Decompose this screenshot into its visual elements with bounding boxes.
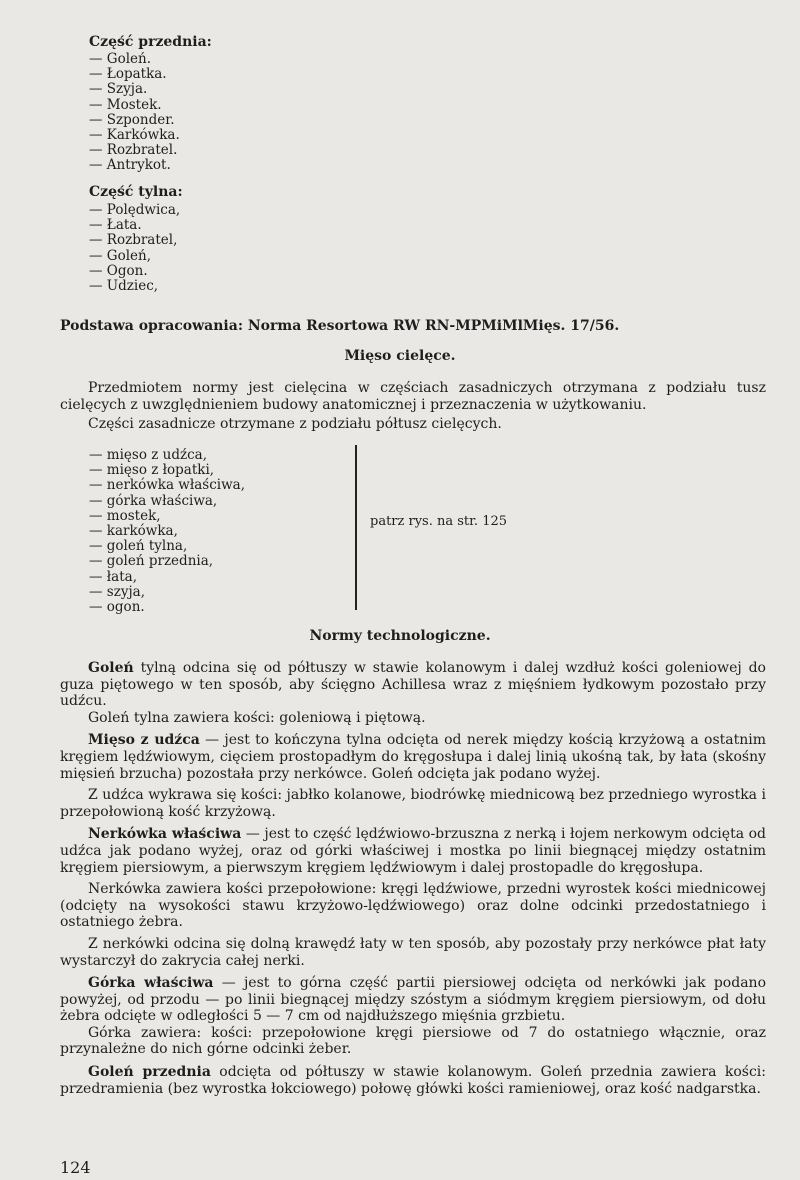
- norm-paragraph: [60, 787, 766, 820]
- list-item: — karkówka,: [89, 523, 178, 540]
- list-item: — Rozbratel.: [89, 142, 178, 159]
- list-item: — Szponder.: [89, 111, 175, 128]
- basis-line: Podstawa opracowania: Norma Resortowa RW RN-MPMiMlMięs. 17/56.: [60, 318, 620, 334]
- paragraph-text: Z nerkówki odcina się dolną krawędź łaty w ten sposób, aby pozostały przy nerkówce płat łaty wystarczył do zakrycia całej nerki.: [60, 935, 766, 969]
- back-list: [89, 203, 180, 294]
- see-figure-note: patrz rys. na str. 125: [370, 514, 508, 529]
- back-heading: Część tylna:: [89, 184, 183, 200]
- list-item: — ogon.: [89, 599, 145, 616]
- veal-parts-list: [89, 448, 245, 615]
- list-item: — Łopatka.: [89, 66, 167, 83]
- norm-paragraph: [60, 732, 766, 782]
- page-number: 124: [60, 1158, 91, 1177]
- norm-paragraph: [60, 1025, 766, 1058]
- paragraph-text: Górka zawiera: kości: przepołowione kręgi piersiowe od 7 do ostatniego włącznie, oraz przynależne do nich górne odcinki żeber.: [60, 1024, 766, 1058]
- list-item: — Goleń.: [89, 51, 151, 67]
- list-item: — nerkówka właściwa,: [89, 477, 245, 494]
- paragraph-lead: Górka właściwa: [88, 975, 214, 992]
- list-item: — Karkówka.: [89, 127, 180, 144]
- list-item: — mięso z udźca,: [89, 447, 207, 463]
- list-item: — Ogon.: [89, 262, 148, 279]
- intro-paragraph-1: Przedmiotem normy jest cielęcina w częściach zasadniczych otrzymana z podziału tusz cielęcych z uwzględnieniem budowy anatomicznej i przeznaczenia w użytkowaniu.: [60, 380, 766, 413]
- veal-title: Mięso cielęce.: [344, 348, 456, 364]
- list-item: — Łata.: [89, 217, 142, 234]
- norm-paragraph: [60, 975, 766, 1025]
- front-list: [89, 52, 180, 174]
- list-item: — Goleń,: [89, 247, 151, 264]
- list-item: — goleń tylna,: [89, 538, 188, 555]
- list-item: — goleń przednia,: [89, 553, 214, 570]
- list-item: — Polędwica,: [89, 202, 181, 218]
- list-item: — Rozbratel,: [89, 232, 178, 249]
- list-item: — Szyja.: [89, 81, 148, 98]
- list-item: — Antrykot.: [89, 157, 171, 174]
- paragraph-lead: Nerkówka właściwa: [88, 826, 242, 843]
- paragraph-text: tylną odcina się od półtuszy w stawie kolanowym i dalej wzdłuż kości goleniowej do guza piętowego w ten sposób, aby ścięgno Achillesa wraz z mięśniem łydkowym pozostało przy udźcu.: [60, 660, 766, 710]
- list-item: — szyja,: [89, 583, 145, 600]
- paragraph-text: Z udźca wykrawa się kości: jabłko kolanowe, biodrówkę miednicową bez przedniego wyrostka i przepołowioną kość krzyżową.: [60, 787, 766, 820]
- norm-paragraph: [60, 826, 766, 876]
- paragraph-lead: Goleń: [88, 660, 134, 676]
- paragraph-lead: Goleń przednia: [88, 1064, 211, 1081]
- list-item: — mięso z łopatki,: [89, 462, 215, 479]
- front-heading: Część przednia:: [89, 34, 212, 50]
- intro-paragraph-2: Części zasadnicze otrzymane z podziału półtusz cielęcych.: [88, 416, 502, 432]
- list-item: — górka właściwa,: [89, 492, 218, 509]
- norm-paragraph: [60, 936, 766, 969]
- norm-paragraph: [60, 660, 766, 710]
- paragraph-text: — jest to kończyna tylna odcięta od nerek między kością krzyżową a ostatnim kręgiem lędźwiowym, cięciem prostopadłym do kręgosłupa i dalej linią ukośną tak, by łata (skośny mięsień brzucha) pozostała przy nerkówce. Goleń odcięta jak podano wyżej.: [60, 732, 767, 782]
- list-item: — Mostek.: [89, 96, 162, 113]
- norms-title: Normy technologiczne.: [309, 628, 491, 644]
- norm-paragraph: [60, 710, 766, 727]
- norm-paragraph: [60, 881, 766, 931]
- list-item: — Udziec,: [89, 278, 159, 295]
- list-item: — mostek,: [89, 507, 161, 524]
- brace-bracket: [355, 445, 357, 610]
- paragraph-text: odcięta od półtuszy w stawie kolanowym. Goleń przednia zawiera kości: przedramienia (bez wyrostka łokciowego) połowę główki kości ramieniowej, oraz kość nadgarstka.: [60, 1064, 766, 1097]
- paragraph-text: — jest to górna część partii piersiowej odcięta od nerkówki jak podano powyżej, od przodu — po linii biegnącej między szóstym a siódmym kręgiem piersiowym, od dołu żebra odcięte w odległości 5 — 7 cm od najdłuższego mięśnia grzbietu.: [60, 975, 766, 1025]
- paragraph-lead: Mięso z udźca: [88, 732, 200, 749]
- paragraph-text: Goleń tylna zawiera kości: goleniową i piętową.: [88, 709, 426, 726]
- paragraph-text: Nerkówka zawiera kości przepołowione: kręgi lędźwiowe, przedni wyrostek kości miednicowej (odcięty na wysokości stawu krzyżowo-lędźwiowego) oraz dolne odcinki przedostatniego i ostatniego żebra.: [60, 881, 766, 931]
- paragraph-text: — jest to część lędźwiowo-brzuszna z nerką i łojem nerkowym odcięta od udźca jak podano wyżej, oraz od górki właściwej i mostka po linii biegnącej między ostatnim kręgiem piersiowym, a pierwszym kręgiem lędźwiowym i dalej prostopadle do kręgosłupa.: [60, 826, 766, 876]
- list-item: — łata,: [89, 568, 137, 585]
- norm-paragraph: [60, 1064, 766, 1097]
- norms-body: [60, 660, 766, 1097]
